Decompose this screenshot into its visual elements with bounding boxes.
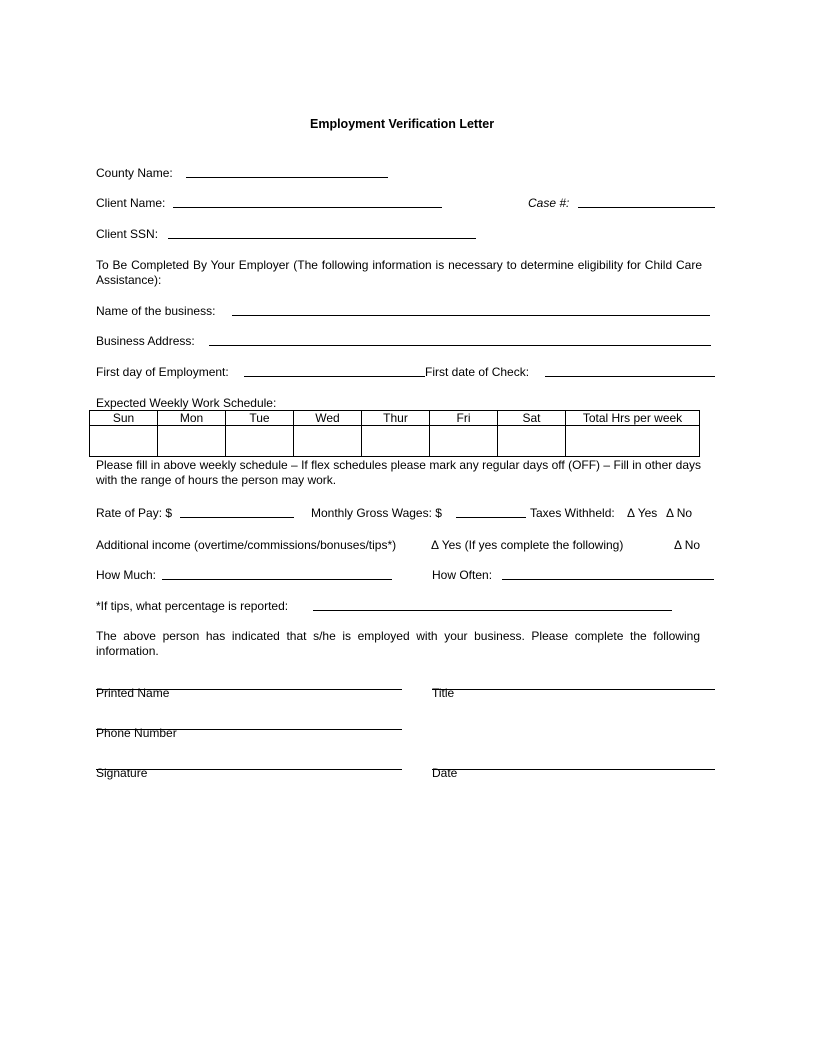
schedule-cell-sat[interactable] xyxy=(498,426,566,457)
page-title: Employment Verification Letter xyxy=(310,117,495,131)
business-name-field[interactable] xyxy=(232,315,710,316)
schedule-col-thur: Thur xyxy=(362,411,430,426)
title-field[interactable] xyxy=(432,689,715,690)
closing-text: The above person has indicated that s/he is employed with your business. Please complete the following information. xyxy=(96,629,700,658)
additional-yes-label: Yes (If yes complete the following) xyxy=(441,538,624,552)
printed-name-label: Printed Name xyxy=(96,686,170,700)
additional-no-label: No xyxy=(684,538,701,552)
taxes-yes-checkbox-icon: Δ xyxy=(627,506,635,520)
schedule-table xyxy=(89,410,700,457)
taxes-no-option[interactable] xyxy=(666,506,692,520)
schedule-note: Please fill in above weekly schedule – If flex schedules please mark any regular days off (OFF) – Fill in other days with the range of hours the person may work. xyxy=(96,458,701,487)
signature-field[interactable] xyxy=(96,769,402,770)
schedule-col-total: Total Hrs per week xyxy=(566,411,700,426)
schedule-cell-mon[interactable] xyxy=(158,426,226,457)
first-check-label: First date of Check: xyxy=(425,365,530,379)
schedule-col-fri: Fri xyxy=(430,411,498,426)
monthly-wages-field[interactable] xyxy=(456,517,526,518)
date-field[interactable] xyxy=(432,769,715,770)
printed-name-field[interactable] xyxy=(96,689,402,690)
additional-no-checkbox-icon: Δ xyxy=(674,538,682,552)
schedule-input-row xyxy=(90,426,700,457)
phone-number-field[interactable] xyxy=(96,729,402,730)
additional-yes-checkbox-icon: Δ xyxy=(431,538,439,552)
schedule-header-row xyxy=(90,411,700,426)
taxes-no-label: No xyxy=(676,506,693,520)
rate-of-pay-field[interactable] xyxy=(180,517,294,518)
how-much-field[interactable] xyxy=(162,579,392,580)
case-number-field[interactable] xyxy=(578,207,715,208)
schedule-col-sun: Sun xyxy=(90,411,158,426)
additional-yes-option[interactable] xyxy=(431,538,623,552)
business-name-label: Name of the business: xyxy=(96,304,216,318)
client-name-label: Client Name: xyxy=(96,196,166,210)
schedule-label: Expected Weekly Work Schedule: xyxy=(96,396,277,410)
first-day-field[interactable] xyxy=(244,376,425,377)
phone-number-label: Phone Number xyxy=(96,726,177,740)
first-check-field[interactable] xyxy=(545,376,715,377)
first-day-label: First day of Employment: xyxy=(96,365,229,379)
monthly-wages-label: Monthly Gross Wages: $ xyxy=(311,506,442,520)
title-label: Title xyxy=(432,686,455,700)
employer-intro-text: To Be Completed By Your Employer (The following information is necessary to determine eligibility for Child Care Assistance): xyxy=(96,258,702,287)
how-often-label: How Often: xyxy=(432,568,493,582)
signature-label: Signature xyxy=(96,766,148,780)
case-number-label: Case #: xyxy=(528,196,570,210)
schedule-cell-fri[interactable] xyxy=(430,426,498,457)
schedule-cell-tue[interactable] xyxy=(226,426,294,457)
additional-no-option[interactable] xyxy=(674,538,700,552)
county-name-field[interactable] xyxy=(186,177,388,178)
taxes-yes-option[interactable] xyxy=(627,506,657,520)
date-label: Date xyxy=(432,766,458,780)
business-address-label: Business Address: xyxy=(96,334,195,348)
schedule-cell-thur[interactable] xyxy=(362,426,430,457)
client-name-field[interactable] xyxy=(173,207,442,208)
taxes-no-checkbox-icon: Δ xyxy=(666,506,674,520)
business-address-field[interactable] xyxy=(209,345,711,346)
taxes-yes-label: Yes xyxy=(637,506,658,520)
schedule-col-mon: Mon xyxy=(158,411,226,426)
tips-percentage-label: *If tips, what percentage is reported: xyxy=(96,599,289,613)
schedule-cell-total[interactable] xyxy=(566,426,700,457)
rate-of-pay-label: Rate of Pay: $ xyxy=(96,506,173,520)
taxes-withheld-label: Taxes Withheld: xyxy=(530,506,615,520)
tips-percentage-field[interactable] xyxy=(313,610,672,611)
schedule-col-sat: Sat xyxy=(498,411,566,426)
client-ssn-label: Client SSN: xyxy=(96,227,159,241)
schedule-cell-wed[interactable] xyxy=(294,426,362,457)
client-ssn-field[interactable] xyxy=(168,238,476,239)
how-often-field[interactable] xyxy=(502,579,714,580)
schedule-col-wed: Wed xyxy=(294,411,362,426)
county-name-label: County Name: xyxy=(96,166,173,180)
how-much-label: How Much: xyxy=(96,568,157,582)
additional-income-label: Additional income (overtime/commissions/bonuses/tips*) xyxy=(96,538,397,552)
schedule-cell-sun[interactable] xyxy=(90,426,158,457)
schedule-col-tue: Tue xyxy=(226,411,294,426)
